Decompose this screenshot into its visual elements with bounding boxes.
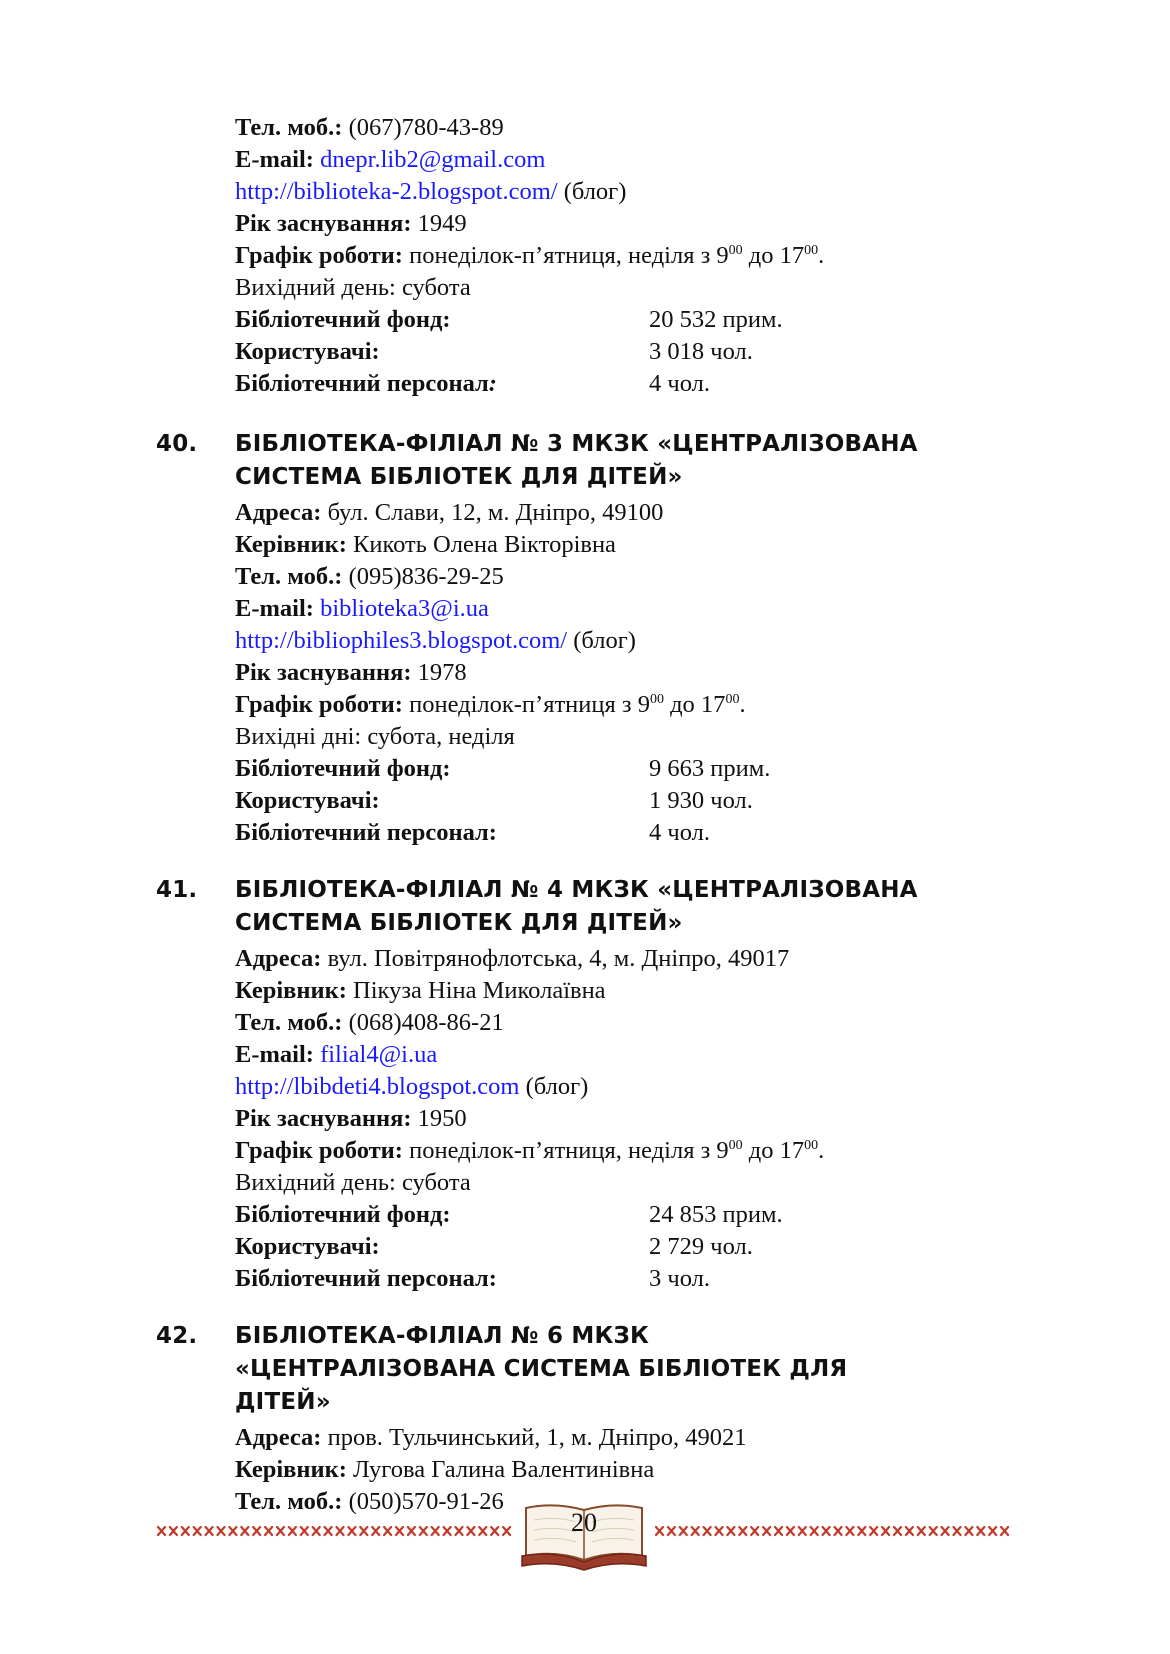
users-row: Користувачі: 2 729 чол. xyxy=(235,1233,753,1260)
address-line: Адреса: вул. Повітрянофлотська, 4, м. Дніпро, 49017 xyxy=(235,945,790,972)
email-link[interactable]: filial4@i.ua xyxy=(320,1041,438,1068)
staff-row: Бібліотечний персонал: 4 чол. xyxy=(235,819,710,846)
page-footer xyxy=(0,1500,1170,1580)
blog-line: http://bibliophiles3.blogspot.com/ (блог) xyxy=(235,627,636,654)
blog-link[interactable]: http://lbibdeti4.blogspot.com xyxy=(235,1073,520,1100)
phone-line: Тел. моб.: (050)570-91-26 xyxy=(235,1488,504,1515)
blog-link[interactable]: http://bibliophiles3.blogspot.com/ xyxy=(235,627,568,654)
founded-line: Рік заснування: 1949 xyxy=(235,210,467,237)
founded-line: Рік заснування: 1950 xyxy=(235,1105,467,1132)
entry-39-continuation xyxy=(235,112,1055,400)
users-row: Користувачі: 1 930 чол. xyxy=(235,787,753,814)
address-line: Адреса: пров. Тульчинський, 1, м. Дніпро, 49021 xyxy=(235,1424,747,1451)
entry-title: БІБЛІОТЕКА-ФІЛІАЛ № 3 МКЗК «ЦЕНТРАЛІЗОВАНА СИСТЕМА БІБЛІОТЕК ДЛЯ ДІТЕЙ» xyxy=(235,431,918,490)
email-line: E-mail: filial4@i.ua xyxy=(235,1041,438,1068)
head-line: Керівник: Лугова Галина Валентинівна xyxy=(235,1456,655,1483)
schedule-line: Графік роботи: понеділок-п’ятниця, неділя з $9^{00}$ до $17^{00}$. xyxy=(235,242,825,269)
phone-line: Тел. моб.: (067)780-43-89 xyxy=(235,114,504,141)
staff-row: Бібліотечний персонал: 3 чол. xyxy=(235,1265,710,1292)
head-line: Керівник: Пікуза Ніна Миколаївна xyxy=(235,977,606,1004)
dayoff-line: Вихідні дні: субота, неділя xyxy=(235,723,515,750)
email-line: E-mail: biblioteka3@i.ua xyxy=(235,595,489,622)
left-star-border xyxy=(156,1524,514,1538)
head-line: Керівник: Кикоть Олена Вікторівна xyxy=(235,531,616,558)
schedule-line: Графік роботи: понеділок-п’ятниця, неділя з $9^{00}$ до $17^{00}$. xyxy=(235,1137,825,1164)
blog-link[interactable]: http://biblioteka-2.blogspot.com/ xyxy=(235,178,558,205)
phone-line: Тел. моб.: (068)408-86-21 xyxy=(235,1009,504,1036)
staff-row: Бібліотечний персонал: 4 чол. xyxy=(235,370,710,397)
entry-title: БІБЛІОТЕКА-ФІЛІАЛ № 6 МКЗК «ЦЕНТРАЛІЗОВАНА СИСТЕМА БІБЛІОТЕК ДЛЯ ДІТЕЙ» xyxy=(235,1323,848,1415)
entry-number: 42. xyxy=(156,1323,198,1349)
page-number: 20 xyxy=(571,1508,597,1537)
entry-41-details xyxy=(235,943,1055,1295)
entry-number: 40. xyxy=(156,431,198,457)
address-line: Адреса: бул. Слави, 12, м. Дніпро, 49100 xyxy=(235,499,664,526)
fund-row: Бібліотечний фонд: 20 532 прим. xyxy=(235,306,783,333)
entry-42-heading xyxy=(156,1320,1036,1419)
right-star-border xyxy=(654,1524,1012,1538)
entry-40-details xyxy=(235,497,1055,849)
users-row: Користувачі: 3 018 чол. xyxy=(235,338,753,365)
blog-line: http://lbibdeti4.blogspot.com (блог) xyxy=(235,1073,589,1100)
entry-title: БІБЛІОТЕКА-ФІЛІАЛ № 4 МКЗК «ЦЕНТРАЛІЗОВАНА СИСТЕМА БІБЛІОТЕК ДЛЯ ДІТЕЙ» xyxy=(235,877,918,936)
fund-row: Бібліотечний фонд: 24 853 прим. xyxy=(235,1201,783,1228)
email-link[interactable]: biblioteka3@i.ua xyxy=(320,595,489,622)
schedule-line: Графік роботи: понеділок-п’ятниця з $9^{00}$ до $17^{00}$. xyxy=(235,691,746,718)
entry-41-heading xyxy=(156,874,1036,940)
blog-line: http://biblioteka-2.blogspot.com/ (блог) xyxy=(235,178,627,205)
email-link[interactable]: dnepr.lib2@gmail.com xyxy=(320,146,546,173)
phone-line: Тел. моб.: (095)836-29-25 xyxy=(235,563,504,590)
founded-line: Рік заснування: 1978 xyxy=(235,659,467,686)
dayoff-line: Вихідний день: субота xyxy=(235,274,471,301)
entry-40-heading xyxy=(156,428,1036,494)
dayoff-line: Вихідний день: субота xyxy=(235,1169,471,1196)
entry-number: 41. xyxy=(156,877,198,903)
fund-row: Бібліотечний фонд: 9 663 прим. xyxy=(235,755,771,782)
email-line: E-mail: dnepr.lib2@gmail.com xyxy=(235,146,546,173)
